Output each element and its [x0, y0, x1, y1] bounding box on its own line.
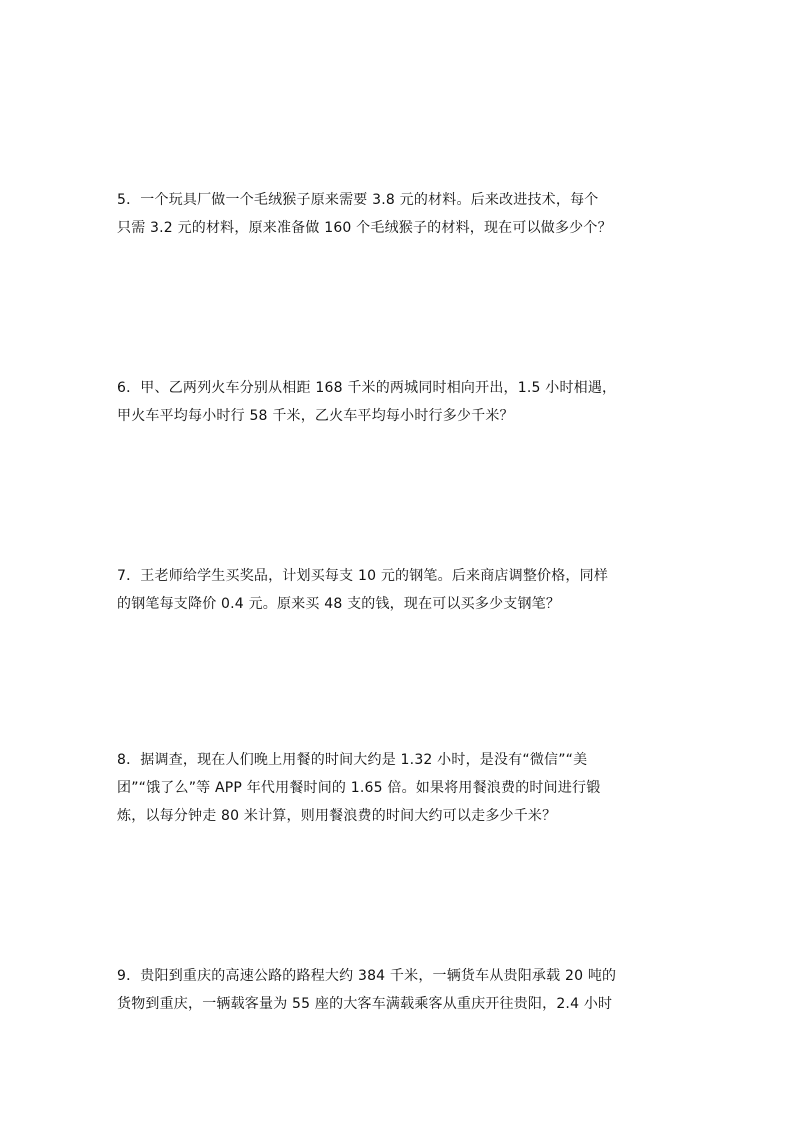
- problem-5-line-1: 5．一个玩具厂做一个毛绒猴子原来需要 3.8 元的材料。后来改进技术，每个: [117, 192, 599, 208]
- problem-7: [117, 562, 677, 618]
- problem-8: [117, 746, 677, 830]
- problem-5: [117, 186, 677, 242]
- problem-8-line-1: 8．据调查，现在人们晚上用餐的时间大约是 1.32 小时，是没有“微信”“美: [117, 752, 588, 768]
- problem-9-line-2: 货物到重庆，一辆载客量为 55 座的大客车满载乘客从重庆开往贵阳，2.4 小时: [117, 996, 613, 1012]
- problem-8-line-3: 炼，以每分钟走 80 米计算，则用餐浪费的时间大约可以走多少千米？: [117, 808, 557, 824]
- problem-6: [117, 374, 677, 430]
- problem-5-line-2: 只需 3.2 元的材料，原来准备做 160 个毛绒猴子的材料，现在可以做多少个？: [117, 220, 612, 236]
- problem-7-line-1: 7．王老师给学生买奖品，计划买每支 10 元的钢笔。后来商店调整价格，同样: [117, 568, 609, 584]
- problem-8-line-2: 团”“饿了么”等 APP 年代用餐时间的 1.65 倍。如果将用餐浪费的时间进行锻: [117, 780, 601, 796]
- problem-7-line-2: 的钢笔每支降价 0.4 元。原来买 48 支的钱，现在可以买多少支钢笔？: [117, 596, 561, 612]
- problem-6-line-1: 6．甲、乙两列火车分别从相距 168 千米的两城同时相向开出，1.5 小时相遇，: [117, 380, 617, 396]
- problem-9-line-1: 9．贵阳到重庆的高速公路的路程大约 384 千米，一辆货车从贵阳承载 20 吨的: [117, 968, 617, 984]
- problem-6-line-2: 甲火车平均每小时行 58 千米，乙火车平均每小时行多少千米？: [117, 408, 514, 424]
- problem-9: [117, 962, 677, 1018]
